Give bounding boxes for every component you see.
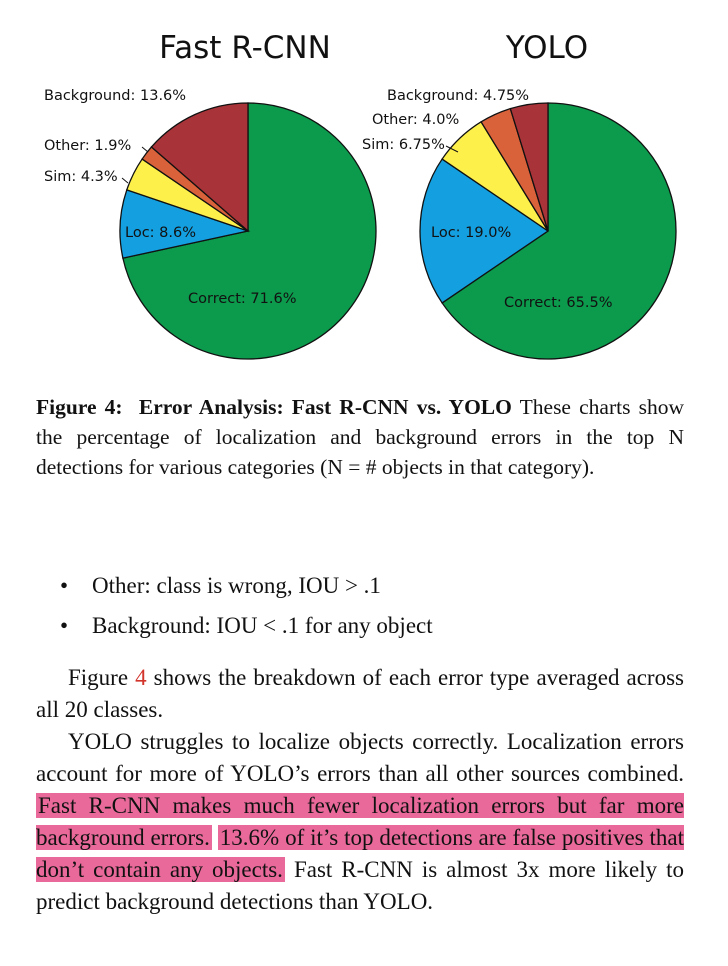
error-type-list [58, 566, 698, 646]
paragraph-1: Figure 4 shows the breakdown of each error type averaged across all 20 classes. [36, 665, 684, 722]
highlight-2[interactable]: 13.6% of it’s top detections are false positives that don’t contain any objects. [36, 825, 685, 882]
label-yolo-other: Other: 4.0% [372, 112, 460, 128]
paragraph-2: YOLO struggles to localize objects correctly. Localization errors account for more of YOLO’s errors than all other sources combined. Fast R-CNN makes much fewer localization errors but far more background errors. 13.6% of it’s top detections are false positives that don’t contain any objects. Fast R-CNN is almost 3x more likely to predict background detections than YOLO. [36, 729, 685, 914]
figure-caption [36, 392, 684, 482]
figure-4-link[interactable]: 4 [135, 665, 147, 690]
chart-title-fast-rcnn: Fast R-CNN [159, 30, 331, 66]
figure-bold-title: Error Analysis: Fast R-CNN vs. YOLO [138, 395, 512, 419]
list-item: • Other: class is wrong, IOU > .1 [58, 566, 698, 606]
leader-fast-sim [122, 178, 128, 183]
figure-label: Figure 4: [36, 395, 123, 419]
label-yolo-correct: Correct: 65.5% [504, 295, 613, 311]
label-yolo-loc: Loc: 19.0% [431, 225, 512, 241]
pie-charts [0, 0, 728, 380]
label-yolo-sim: Sim: 6.75% [362, 137, 445, 153]
body-text [36, 662, 684, 918]
figure-caption-text: These charts show the percentage of localization and background errors in the top N detections for various categories (N = # objects in that category). [36, 395, 684, 479]
label-fast-sim: Sim: 4.3% [44, 169, 118, 185]
highlight-1[interactable]: Fast R-CNN makes much fewer localization errors but far more background errors. [36, 793, 684, 850]
label-fast-background: Background: 13.6% [44, 88, 187, 104]
chart-title-yolo: YOLO [505, 30, 589, 66]
leader-fast-other [142, 147, 148, 152]
label-fast-correct: Correct: 71.6% [188, 291, 297, 307]
label-fast-loc: Loc: 8.6% [125, 225, 196, 241]
label-yolo-background: Background: 4.75% [387, 88, 530, 104]
label-fast-other: Other: 1.9% [44, 138, 132, 154]
list-item: • Background: IOU < .1 for any object [58, 606, 698, 646]
